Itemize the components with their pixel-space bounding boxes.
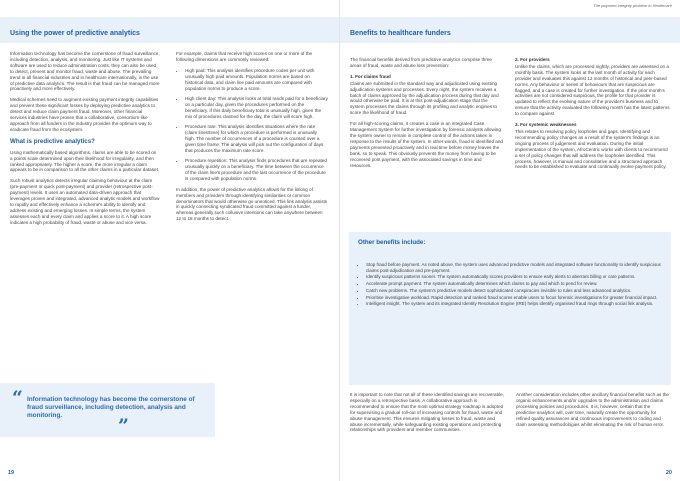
section-header [340,17,680,43]
section-header [0,17,340,43]
paragraph: Claims are submitted in the standard way and adjudicated using existing adjudication systems and processes. Every night, the system receives a batch of claims approved by the adjudication process during that day and would otherwise be paid. It is at this post-adjudication stage that the system processes the claims through its profiling and analytic engines to score the likelihood of fraud. [350,80,499,116]
text-column-left [350,57,503,173]
paragraph: Another consideration includes other ancillary financial benefits such as the organic enhancements and/or upgrades to the administration and claims processing policies and procedures. It is, however, certain that the predictive analytics will, over time, naturally create the opportunity for refined quality assurances and continuous improvements to coding and claim assessing methodologies whilst eliminating the risk of human error. [516,392,669,427]
section-title: Using the power of predictive analytics [10,30,140,37]
subheading: What is predictive analytics? [10,137,95,145]
text-column-right [176,51,328,227]
paragraph: The financial benefits derived from predictive analytics comprise three areas of fraud, waste and abuse loss prevention: [350,57,492,68]
paragraph: Such robust analytics detects irregular claiming behaviour at the claim (pre-payment or quick post-payment) and provider (retrospective post-payment) levels. It uses an automated data-driven approach that leverages proven and integrated, advanced analytic models and workflow to rapidly and effectively enhance a scheme's ability to identify and address existing and emerging losses. In simple terms, the system assesses each and every claim and applies a score to it. A high score indicates a high probability of fraud, waste or abuse and vice versa. [10,178,160,225]
point-heading: 2. For providers [515,57,550,62]
point-heading: 3. For systemic weaknesses [515,122,577,128]
list-item: • Prioritise investigative workload. Rapid detection and ranked fraud scores enable users to focus forensic investigations for greater financial impact. [366,295,671,301]
text-column-left [350,392,505,438]
pull-quote-text: Information technology has become the cornerstone of fraud surveillance, including detection, analysis and monitoring. [27,396,195,419]
list-item: • Identify suspicious patterns sooner. The system automatically scores providers to ensure early alerts to aberrant billing or care patterns. [366,274,671,280]
text-column-right [515,57,670,175]
right-page [340,0,680,481]
close-quote-icon: ” [118,415,129,437]
list-item: • Intelligent insight. The system and its integrated Identity Resolution Engine (IRE) helps identify organised fraud rings through social link analysis. [366,301,671,307]
other-benefits-box [349,232,671,385]
point-heading: 1. For claims fraud [350,73,391,79]
list-item: • Procedure rate: This analysis identifies situations where the rate (claim lines/time) for which a procedure is performed is unusually high. The number of occurrences of a procedure is counted over a given time frame. The analysis will pick out the configuration of days that produces the maximum rate score. [185,124,328,154]
paragraph: For example, claims that receive high scores on one or more of the following dimensions are commonly reviewed: [176,51,313,62]
page-number-right: 20 [665,470,672,476]
paragraph: This relates to resolving policy loopholes and gaps. Identifying and recommending policy changes as a result of the system's findings is an ongoing process of judgement and evaluation. During the initial implementation of the system, AfroCentric works with clients to recommend a set of policy changes that will address the loopholes identified. This process, however, is manual and consultative and a structured approach needs to be established to evaluate and continually evolve payment policy. [515,128,668,170]
list-item: • Procedure repetition: This analysis finds procedures that are repeated unusually quickly on a beneficiary. The time between the occurrence of the claim line's procedure and the last occurrence of the procedure is compared with population norms. [185,158,328,182]
list-item: • High paid: This analysis identifies procedure codes per unit with unusually high paid amounts. Population norms are based on historical data, and claim line paid amounts are compared with population norms to produce a score. [185,68,328,92]
text-column-right [516,392,670,432]
paragraph: Information technology has become the cornerstone of fraud surveillance, including detection, analysis, and monitoring. Just like IT systems and software are used to reduce administration costs, they can also be used to detect, prevent and monitor fraud, waste and abuse. The prevailing trend in all financial industries and in healthcare internationally, is the use of predictive data analytics. The result is that fraud can be managed more proactively and more effectively. [10,51,160,92]
list-item: • Stop fraud before payment. As noted above, the system uses advanced predictive models and integrated software functionality to identify suspicious claims post-adjudication and pre-payment. [366,262,671,273]
list-item: • Catch new problems. The system's predictive models detect sophisticated conspiracies invisible to rules and less advanced analytics. [366,288,671,294]
paragraph: Using mathematically based algorithms, claims are able to be scored on a points scale determined upon their likelihood for irregularity, and then ranked appropriately. The higher a score, the more irregular a claim appears to be in comparison to all the other claims in a particular dataset. [10,149,160,173]
bullet-list [176,68,328,182]
paragraph: Medical schemes need to augment existing payment integrity capabilities and prevent these significant losses by deploying predictive analytics to detect and reduce claim payment fraud. Moreover, other financial services industries have proven that a collaborative, consortium-like approach from all funders in the industry provides the optimum way to eradicate fraud from the ecosystem. [10,97,159,132]
open-quote-icon: “ [12,387,23,409]
bullet-list [358,262,671,308]
paragraph: In addition, the power of predictive analytics allows for the linking of members and providers through identifying similarities or common denominators that would otherwise go unnoticed. This link analysis assists in quickly connecting syndicated fraud committed against a funder, whereas generally such collusive intentions can take anywhere between 12 to 18 months to detect. [176,186,328,222]
running-head: The payment integrity problem in Healthcare [593,3,672,8]
pull-quote [0,383,215,437]
paragraph: It is important to note that not all of these identified savings are recoverable, especially on a retrospective basis. A collaborative approach is recommended to ensure that the most optimal strategy roadmap is adopted for supervising a gradual roll-out of increasing controls for fraud, waste and abuse management. This ensures mitigating losses to fraud, waste and abuse incrementally, while safeguarding existing operations and protecting relationships with providers and member communities. [350,392,504,433]
list-item: • High client day: This analysis looks at total rands paid for a beneficiary on a particular day, given the procedures performed on the beneficiary. If this daily beneficiary total is unusually high, given the mix of procedures claimed for the day, the claim will score high. [185,96,328,120]
paragraph: Unlike the claims, which are processed nightly, providers are assessed on a monthly basis. The system looks at the last month of activity for each provider and evaluates this against 12 months of historical and peer-based norms. Any behaviour or series of behaviours that are suspicious are flagged, and a case is created for further investigation. If the prior month's activities are not considered suspicious, the profile for that provider is updated to reflect the evolving nature of the provider's business and to ensure that the activity evaluated the following month has the latest patterns to compare against. [515,63,670,117]
paragraph: For all high-scoring claims, it creates a case in an integrated Case Management System for further investigation by forensic analysts allowing the system owner to remain in complete control of the actions taken in response to the results of the system. In other words, fraud is identified and payments prevented proactively and in real time before money leaves the bank, so to speak. This obviously prevents the money from having to be recovered post payment, with the associated savings in time and resources. [350,121,503,168]
text-column-left [10,51,160,231]
subheading: Other benefits include: [358,239,426,246]
section-title: Benefits to healthcare funders [350,30,451,37]
list-item: • Accelerate prompt payment. The system automatically determines which claims to pay and which to pend for review. [366,281,671,287]
page-number-left: 19 [8,470,15,476]
